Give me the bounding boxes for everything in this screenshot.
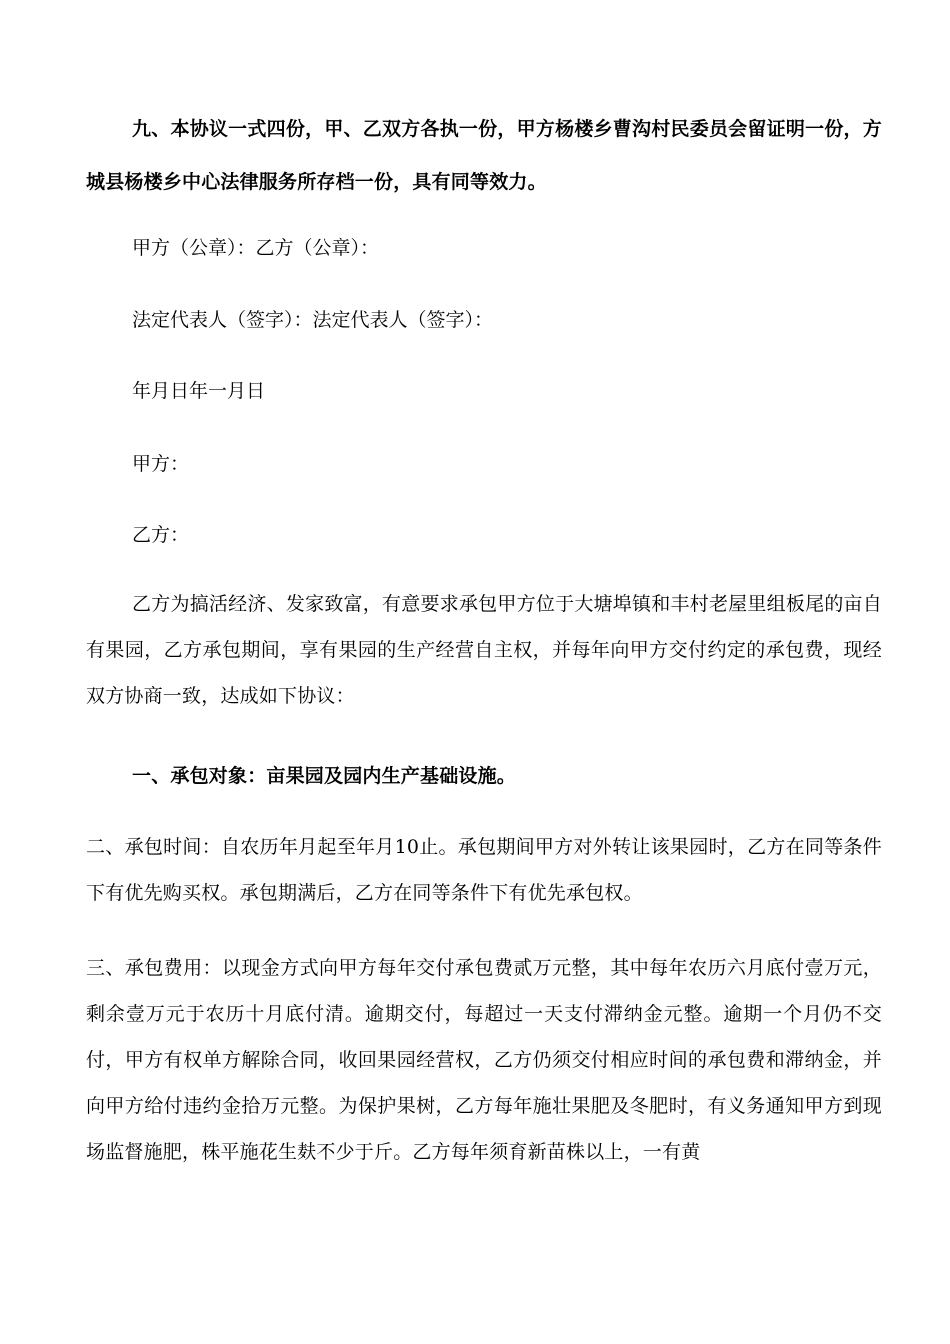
date-line: 年月日年一月日 (132, 380, 266, 402)
signature-line: 法定代表人（签字）：法定代表人（签字）： (132, 309, 494, 331)
clause-one: 一、承包对象：亩果园及园内生产基础设施。 (132, 765, 517, 787)
party-b-label: 乙方： (132, 524, 190, 546)
preamble-paragraph: 乙方为搞活经济、发家致富，有意要求承包甲方位于大塘埠镇和丰村老屋里组板尾的亩自有果园，乙方承包期间，享有果园的生产经营自主权，并每年向甲方交付约定的承包费，现经双方协商一致，达成如下协议： (86, 593, 882, 707)
seal-line: 甲方（公章）：乙方（公章）： (132, 237, 380, 259)
party-a-label: 甲方： (132, 453, 190, 475)
clause-two: 二、承包时间：自农历年月起至年月10止。承包期间甲方对外转让该果园时，乙方在同等条件下有优先购买权。承包期满后，乙方在同等条件下有优先承包权。 (86, 836, 882, 904)
clause-nine: 九、本协议一式四份，甲、乙双方各执一份，甲方杨楼乡曹沟村民委员会留证明一份，方城县杨楼乡中心法律服务所存档一份，具有同等效力。 (86, 118, 882, 193)
clause-three: 三、承包费用：以现金方式向甲方每年交付承包费贰万元整，其中每年农历六月底付壹万元，剩余壹万元于农历十月底付清。逾期交付，每超过一天支付滞纳金元整。逾期一个月仍不交付，甲方有权单方解除合同，收回果园经营权，乙方仍须交付相应时间的承包费和滞纳金，并向甲方给付违约金拾万元整。为保护果树，乙方每年施壮果肥及冬肥时，有义务通知甲方到现场监督施肥，株平施花生麸不少于斤。乙方每年须育新苗株以上，一有黄 (86, 957, 882, 1163)
